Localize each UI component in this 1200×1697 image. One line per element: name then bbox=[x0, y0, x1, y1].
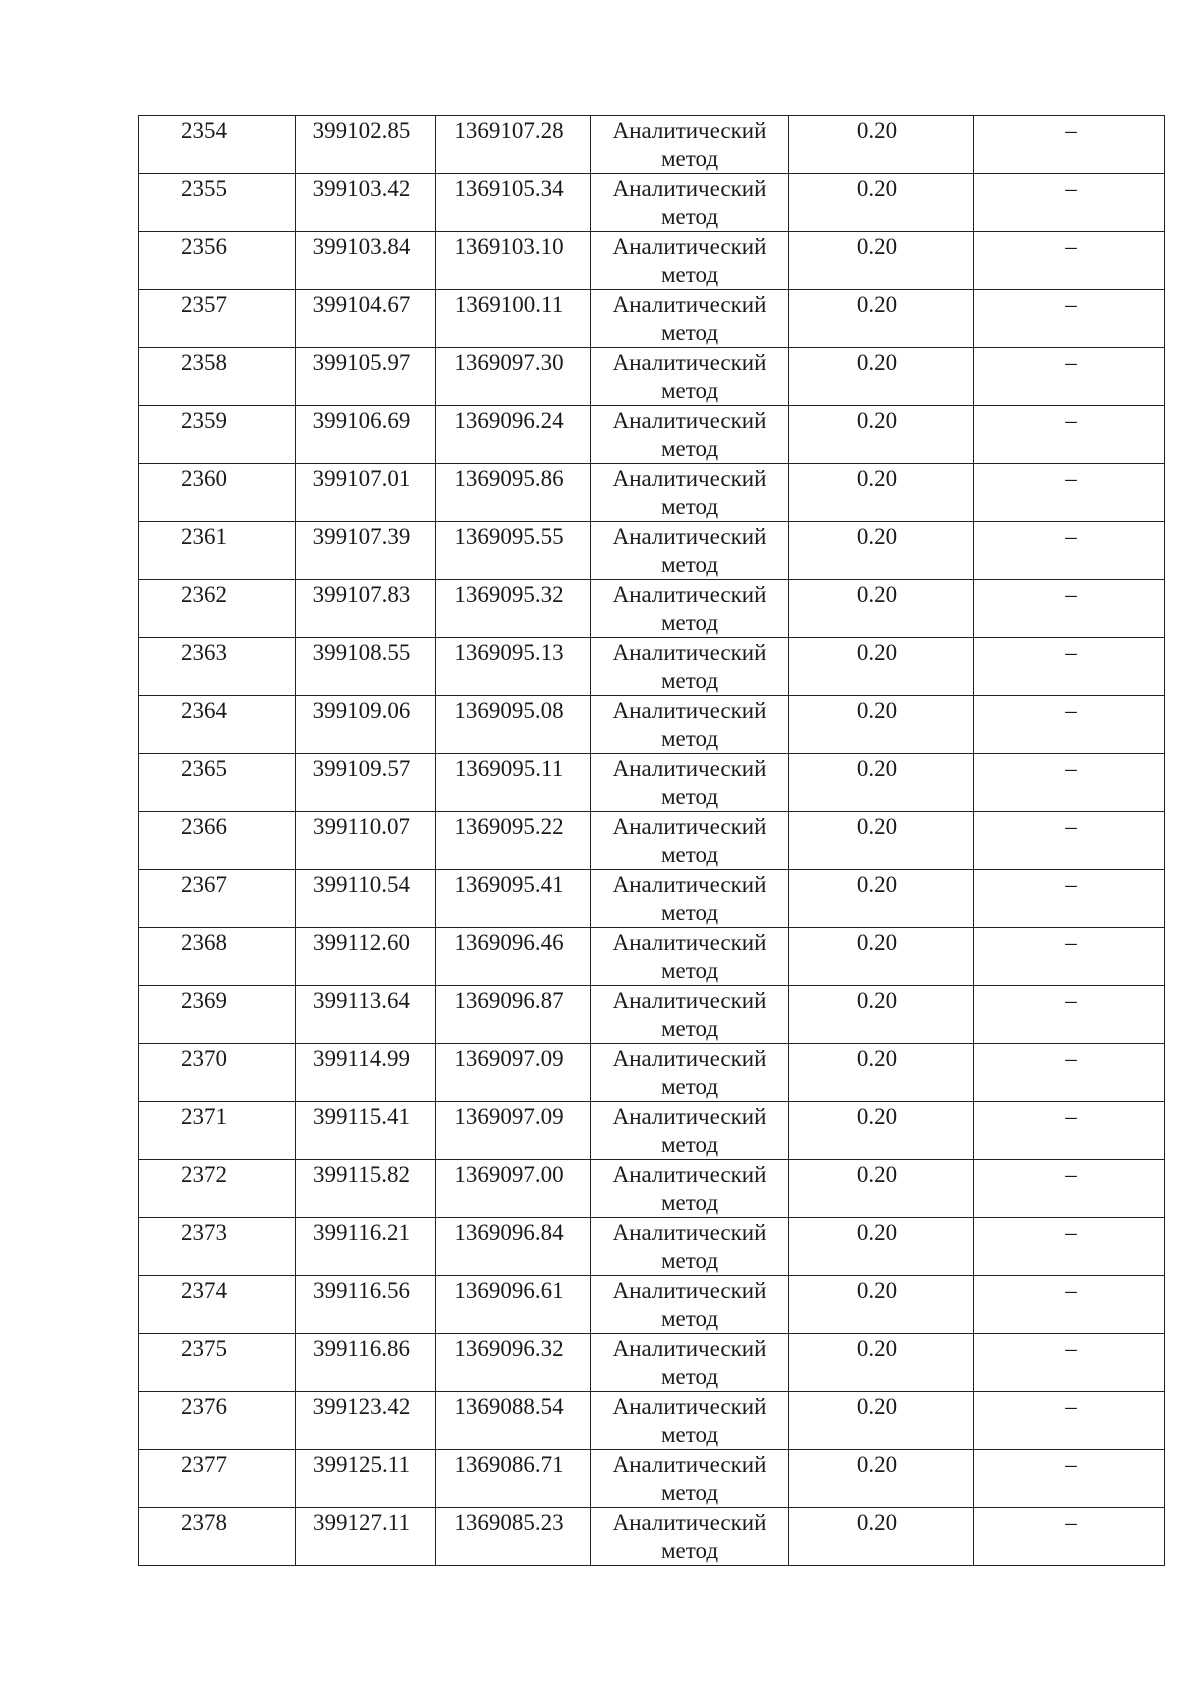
x-coordinate-cell: 399125.11 bbox=[296, 1450, 436, 1508]
note-cell: – bbox=[974, 1508, 1165, 1566]
method-cell: Аналитический метод bbox=[591, 1334, 789, 1392]
point-number-cell: 2365 bbox=[139, 754, 296, 812]
accuracy-cell: 0.20 bbox=[789, 232, 974, 290]
accuracy-cell: 0.20 bbox=[789, 812, 974, 870]
accuracy-cell: 0.20 bbox=[789, 696, 974, 754]
x-coordinate-cell: 399107.01 bbox=[296, 464, 436, 522]
note-cell: – bbox=[974, 580, 1165, 638]
point-number-cell: 2359 bbox=[139, 406, 296, 464]
x-coordinate-cell: 399113.64 bbox=[296, 986, 436, 1044]
x-coordinate-cell: 399110.54 bbox=[296, 870, 436, 928]
y-coordinate-cell: 1369085.23 bbox=[436, 1508, 591, 1566]
x-coordinate-cell: 399103.42 bbox=[296, 174, 436, 232]
point-number-cell: 2355 bbox=[139, 174, 296, 232]
note-cell: – bbox=[974, 464, 1165, 522]
x-coordinate-cell: 399103.84 bbox=[296, 232, 436, 290]
point-number-cell: 2354 bbox=[139, 116, 296, 174]
method-cell: Аналитический метод bbox=[591, 290, 789, 348]
x-coordinate-cell: 399107.39 bbox=[296, 522, 436, 580]
y-coordinate-cell: 1369095.41 bbox=[436, 870, 591, 928]
x-coordinate-cell: 399109.06 bbox=[296, 696, 436, 754]
note-cell: – bbox=[974, 1276, 1165, 1334]
x-coordinate-cell: 399115.41 bbox=[296, 1102, 436, 1160]
table-row bbox=[139, 464, 1165, 522]
point-number-cell: 2367 bbox=[139, 870, 296, 928]
y-coordinate-cell: 1369095.22 bbox=[436, 812, 591, 870]
point-number-cell: 2374 bbox=[139, 1276, 296, 1334]
table-row bbox=[139, 1218, 1165, 1276]
point-number-cell: 2376 bbox=[139, 1392, 296, 1450]
method-cell: Аналитический метод bbox=[591, 812, 789, 870]
table-row bbox=[139, 1276, 1165, 1334]
table-row bbox=[139, 870, 1165, 928]
note-cell: – bbox=[974, 522, 1165, 580]
accuracy-cell: 0.20 bbox=[789, 464, 974, 522]
accuracy-cell: 0.20 bbox=[789, 348, 974, 406]
table-row bbox=[139, 1392, 1165, 1450]
note-cell: – bbox=[974, 1218, 1165, 1276]
x-coordinate-cell: 399110.07 bbox=[296, 812, 436, 870]
table-row bbox=[139, 928, 1165, 986]
method-cell: Аналитический метод bbox=[591, 522, 789, 580]
table-row bbox=[139, 232, 1165, 290]
point-number-cell: 2356 bbox=[139, 232, 296, 290]
accuracy-cell: 0.20 bbox=[789, 1334, 974, 1392]
method-cell: Аналитический метод bbox=[591, 406, 789, 464]
note-cell: – bbox=[974, 1392, 1165, 1450]
x-coordinate-cell: 399104.67 bbox=[296, 290, 436, 348]
note-cell: – bbox=[974, 1334, 1165, 1392]
point-number-cell: 2370 bbox=[139, 1044, 296, 1102]
y-coordinate-cell: 1369095.08 bbox=[436, 696, 591, 754]
point-number-cell: 2378 bbox=[139, 1508, 296, 1566]
method-cell: Аналитический метод bbox=[591, 986, 789, 1044]
note-cell: – bbox=[974, 232, 1165, 290]
note-cell: – bbox=[974, 986, 1165, 1044]
note-cell: – bbox=[974, 174, 1165, 232]
point-number-cell: 2371 bbox=[139, 1102, 296, 1160]
y-coordinate-cell: 1369103.10 bbox=[436, 232, 591, 290]
table-row bbox=[139, 580, 1165, 638]
table-row bbox=[139, 812, 1165, 870]
y-coordinate-cell: 1369095.55 bbox=[436, 522, 591, 580]
table-row bbox=[139, 174, 1165, 232]
table-row bbox=[139, 116, 1165, 174]
y-coordinate-cell: 1369096.24 bbox=[436, 406, 591, 464]
table-row bbox=[139, 522, 1165, 580]
method-cell: Аналитический метод bbox=[591, 1102, 789, 1160]
x-coordinate-cell: 399116.86 bbox=[296, 1334, 436, 1392]
table-row bbox=[139, 1102, 1165, 1160]
point-number-cell: 2364 bbox=[139, 696, 296, 754]
accuracy-cell: 0.20 bbox=[789, 1450, 974, 1508]
coordinates-table-body bbox=[139, 116, 1165, 1566]
note-cell: – bbox=[974, 812, 1165, 870]
table-row bbox=[139, 696, 1165, 754]
x-coordinate-cell: 399106.69 bbox=[296, 406, 436, 464]
point-number-cell: 2377 bbox=[139, 1450, 296, 1508]
x-coordinate-cell: 399109.57 bbox=[296, 754, 436, 812]
note-cell: – bbox=[974, 1102, 1165, 1160]
accuracy-cell: 0.20 bbox=[789, 116, 974, 174]
point-number-cell: 2363 bbox=[139, 638, 296, 696]
method-cell: Аналитический метод bbox=[591, 1450, 789, 1508]
x-coordinate-cell: 399107.83 bbox=[296, 580, 436, 638]
y-coordinate-cell: 1369107.28 bbox=[436, 116, 591, 174]
x-coordinate-cell: 399102.85 bbox=[296, 116, 436, 174]
x-coordinate-cell: 399116.56 bbox=[296, 1276, 436, 1334]
method-cell: Аналитический метод bbox=[591, 1508, 789, 1566]
point-number-cell: 2373 bbox=[139, 1218, 296, 1276]
point-number-cell: 2361 bbox=[139, 522, 296, 580]
table-row bbox=[139, 754, 1165, 812]
accuracy-cell: 0.20 bbox=[789, 290, 974, 348]
table-row bbox=[139, 986, 1165, 1044]
method-cell: Аналитический метод bbox=[591, 116, 789, 174]
x-coordinate-cell: 399115.82 bbox=[296, 1160, 436, 1218]
method-cell: Аналитический метод bbox=[591, 870, 789, 928]
y-coordinate-cell: 1369096.61 bbox=[436, 1276, 591, 1334]
method-cell: Аналитический метод bbox=[591, 464, 789, 522]
note-cell: – bbox=[974, 1160, 1165, 1218]
y-coordinate-cell: 1369096.46 bbox=[436, 928, 591, 986]
y-coordinate-cell: 1369096.84 bbox=[436, 1218, 591, 1276]
note-cell: – bbox=[974, 348, 1165, 406]
point-number-cell: 2372 bbox=[139, 1160, 296, 1218]
table-row bbox=[139, 1160, 1165, 1218]
method-cell: Аналитический метод bbox=[591, 1392, 789, 1450]
accuracy-cell: 0.20 bbox=[789, 1160, 974, 1218]
method-cell: Аналитический метод bbox=[591, 1160, 789, 1218]
accuracy-cell: 0.20 bbox=[789, 406, 974, 464]
accuracy-cell: 0.20 bbox=[789, 1508, 974, 1566]
note-cell: – bbox=[974, 406, 1165, 464]
accuracy-cell: 0.20 bbox=[789, 1044, 974, 1102]
note-cell: – bbox=[974, 928, 1165, 986]
point-number-cell: 2366 bbox=[139, 812, 296, 870]
method-cell: Аналитический метод bbox=[591, 348, 789, 406]
note-cell: – bbox=[974, 870, 1165, 928]
accuracy-cell: 0.20 bbox=[789, 1392, 974, 1450]
table-row bbox=[139, 406, 1165, 464]
y-coordinate-cell: 1369105.34 bbox=[436, 174, 591, 232]
method-cell: Аналитический метод bbox=[591, 1218, 789, 1276]
accuracy-cell: 0.20 bbox=[789, 986, 974, 1044]
x-coordinate-cell: 399127.11 bbox=[296, 1508, 436, 1566]
accuracy-cell: 0.20 bbox=[789, 174, 974, 232]
table-row bbox=[139, 1044, 1165, 1102]
note-cell: – bbox=[974, 1450, 1165, 1508]
note-cell: – bbox=[974, 1044, 1165, 1102]
table-row bbox=[139, 1450, 1165, 1508]
y-coordinate-cell: 1369086.71 bbox=[436, 1450, 591, 1508]
method-cell: Аналитический метод bbox=[591, 928, 789, 986]
point-number-cell: 2369 bbox=[139, 986, 296, 1044]
point-number-cell: 2357 bbox=[139, 290, 296, 348]
accuracy-cell: 0.20 bbox=[789, 638, 974, 696]
accuracy-cell: 0.20 bbox=[789, 870, 974, 928]
accuracy-cell: 0.20 bbox=[789, 522, 974, 580]
y-coordinate-cell: 1369096.87 bbox=[436, 986, 591, 1044]
accuracy-cell: 0.20 bbox=[789, 580, 974, 638]
y-coordinate-cell: 1369088.54 bbox=[436, 1392, 591, 1450]
note-cell: – bbox=[974, 290, 1165, 348]
table-row bbox=[139, 638, 1165, 696]
method-cell: Аналитический метод bbox=[591, 580, 789, 638]
x-coordinate-cell: 399116.21 bbox=[296, 1218, 436, 1276]
accuracy-cell: 0.20 bbox=[789, 1276, 974, 1334]
method-cell: Аналитический метод bbox=[591, 754, 789, 812]
y-coordinate-cell: 1369097.00 bbox=[436, 1160, 591, 1218]
accuracy-cell: 0.20 bbox=[789, 1218, 974, 1276]
table-row bbox=[139, 1508, 1165, 1566]
x-coordinate-cell: 399112.60 bbox=[296, 928, 436, 986]
y-coordinate-cell: 1369097.09 bbox=[436, 1044, 591, 1102]
method-cell: Аналитический метод bbox=[591, 174, 789, 232]
table-row bbox=[139, 348, 1165, 406]
accuracy-cell: 0.20 bbox=[789, 1102, 974, 1160]
point-number-cell: 2362 bbox=[139, 580, 296, 638]
accuracy-cell: 0.20 bbox=[789, 928, 974, 986]
method-cell: Аналитический метод bbox=[591, 1276, 789, 1334]
point-number-cell: 2358 bbox=[139, 348, 296, 406]
y-coordinate-cell: 1369095.11 bbox=[436, 754, 591, 812]
point-number-cell: 2360 bbox=[139, 464, 296, 522]
x-coordinate-cell: 399108.55 bbox=[296, 638, 436, 696]
y-coordinate-cell: 1369097.09 bbox=[436, 1102, 591, 1160]
note-cell: – bbox=[974, 116, 1165, 174]
method-cell: Аналитический метод bbox=[591, 232, 789, 290]
x-coordinate-cell: 399123.42 bbox=[296, 1392, 436, 1450]
table-row bbox=[139, 290, 1165, 348]
coordinates-table bbox=[138, 115, 1165, 1566]
y-coordinate-cell: 1369095.13 bbox=[436, 638, 591, 696]
accuracy-cell: 0.20 bbox=[789, 754, 974, 812]
point-number-cell: 2368 bbox=[139, 928, 296, 986]
y-coordinate-cell: 1369095.32 bbox=[436, 580, 591, 638]
point-number-cell: 2375 bbox=[139, 1334, 296, 1392]
x-coordinate-cell: 399105.97 bbox=[296, 348, 436, 406]
x-coordinate-cell: 399114.99 bbox=[296, 1044, 436, 1102]
y-coordinate-cell: 1369100.11 bbox=[436, 290, 591, 348]
y-coordinate-cell: 1369097.30 bbox=[436, 348, 591, 406]
method-cell: Аналитический метод bbox=[591, 696, 789, 754]
y-coordinate-cell: 1369096.32 bbox=[436, 1334, 591, 1392]
note-cell: – bbox=[974, 754, 1165, 812]
note-cell: – bbox=[974, 696, 1165, 754]
method-cell: Аналитический метод bbox=[591, 638, 789, 696]
method-cell: Аналитический метод bbox=[591, 1044, 789, 1102]
y-coordinate-cell: 1369095.86 bbox=[436, 464, 591, 522]
note-cell: – bbox=[974, 638, 1165, 696]
table-row bbox=[139, 1334, 1165, 1392]
